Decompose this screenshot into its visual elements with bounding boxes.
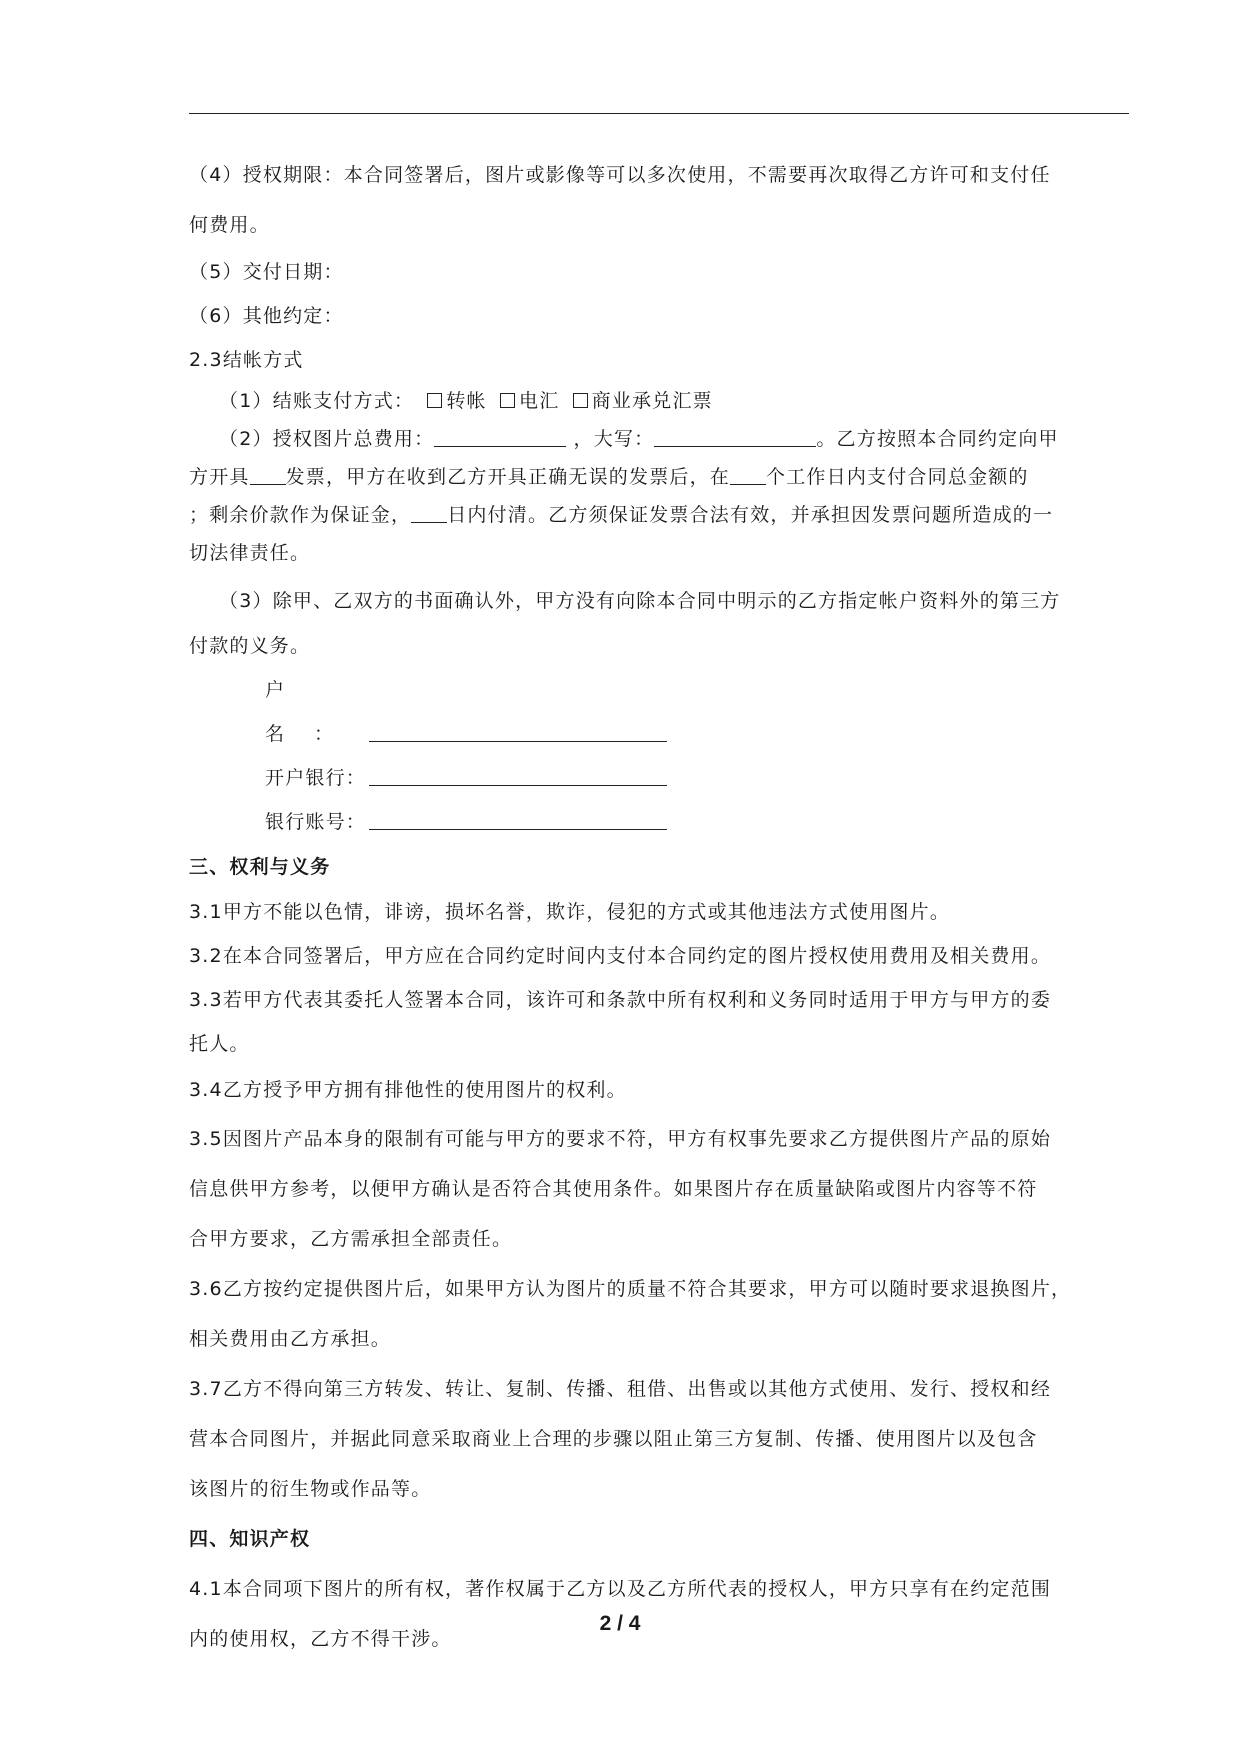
fee-text: 个工作日内支付合同总金额的 (766, 466, 1029, 488)
clause-3-3 (189, 978, 1129, 1066)
account-bank-label: 开户银行： (265, 767, 367, 789)
fee-text: 发票，甲方在收到乙方开具正确无误的发票后，在 (285, 466, 731, 488)
text-line: 该图片的衍生物或作品等。 (189, 1478, 432, 1500)
text-line: 付款的义务。 (189, 635, 311, 657)
clause-2-3-item-2 (189, 420, 1129, 572)
clause-2-2-item-5: （5）交付日期： (189, 261, 344, 283)
clause-2-2-item-4 (189, 150, 1129, 250)
section-4-heading: 四、知识产权 (189, 1528, 311, 1550)
clause-2-3-title: 2.3结帐方式 (189, 349, 304, 371)
account-number-row (189, 800, 1129, 844)
text-line: 何费用。 (189, 214, 270, 236)
account-bank-row (189, 756, 1129, 800)
fee-capital-label: ，大写： (573, 428, 655, 450)
text-line: 相关费用由乙方承担。 (189, 1328, 392, 1350)
invoice-type-blank[interactable] (250, 466, 286, 485)
clause-3-4: 3.4乙方授予甲方拥有排他性的使用图片的权利。 (189, 1079, 627, 1101)
workdays-blank[interactable] (730, 466, 766, 485)
checkbox-acceptance[interactable] (573, 393, 588, 408)
checkbox-wire[interactable] (500, 393, 515, 408)
text-line: 3.5因图片产品本身的限制有可能与甲方的要求不符，甲方有权事先要求乙方提供图片产品的原始 (189, 1128, 1052, 1150)
text-line: （3）除甲、乙双方的书面确认外，甲方没有向除本合同中明示的乙方指定帐户资料外的第三方 (219, 590, 1061, 612)
text-line: 营本合同图片，并据此同意采取商业上合理的步骤以阻止第三方复制、传播、使用图片以及包含 (189, 1428, 1038, 1450)
payment-method-label: （1）结账支付方式： (219, 390, 415, 412)
account-name-label: 户名： (265, 679, 364, 745)
page-number: 2 / 4 (599, 1612, 641, 1635)
clause-3-6 (189, 1264, 1129, 1364)
document-body (189, 150, 1129, 1664)
clause-3-5 (189, 1114, 1129, 1264)
total-fee-blank[interactable] (434, 428, 566, 447)
option-transfer-label: 转帐 (446, 390, 487, 412)
text-line: 内的使用权，乙方不得干涉。 (189, 1628, 452, 1650)
text-line: 3.3若甲方代表其委托人签署本合同，该许可和条款中所有权利和义务同时适用于甲方与甲方的委 (189, 989, 1052, 1011)
account-number-label: 银行账号： (265, 811, 367, 833)
fee-text: 日内付清。乙方须保证发票合法有效，并承担因发票问题所造成的一 (447, 504, 1054, 526)
text-line (189, 496, 1129, 534)
fee-text: ；剩余价款作为保证金， (189, 504, 412, 526)
clause-3-7 (189, 1364, 1129, 1514)
text-line: 托人。 (189, 1033, 250, 1055)
text-line (189, 420, 1129, 458)
bank-account-block (189, 668, 1129, 844)
text-line: （4）授权期限：本合同签署后，图片或影像等可以多次使用，不需要再次取得乙方许可和支付任 (189, 164, 1051, 186)
account-name-blank[interactable] (369, 723, 667, 742)
fee-label: （2）授权图片总费用： (219, 428, 435, 450)
deposit-days-blank[interactable] (411, 504, 447, 523)
text-line: 4.1本合同项下图片的所有权，著作权属于乙方以及乙方所代表的授权人，甲方只享有在约定范围 (189, 1578, 1052, 1600)
clause-3-1: 3.1甲方不能以色情，诽谤，损坏名誉，欺诈，侵犯的方式或其他违法方式使用图片。 (189, 901, 951, 923)
account-name-row (189, 668, 1129, 756)
account-number-blank[interactable] (369, 811, 667, 830)
option-wire-label: 电汇 (519, 390, 560, 412)
text-line: 3.7乙方不得向第三方转发、转让、复制、传播、租借、出售或以其他方式使用、发行、授权和经 (189, 1378, 1052, 1400)
text-line (189, 458, 1129, 496)
text-line: 3.6乙方按约定提供图片后，如果甲方认为图片的质量不符合其要求，甲方可以随时要求退换图片， (189, 1278, 1072, 1300)
clause-2-3-item-3 (189, 576, 1129, 666)
text-line: 信息供甲方参考，以便甲方确认是否符合其使用条件。如果图片存在质量缺陷或图片内容等不符 (189, 1178, 1038, 1200)
payment-method-row (189, 382, 1129, 420)
text-line: 切法律责任。 (189, 542, 311, 564)
header-rule (189, 113, 1129, 114)
clause-2-2-item-6: （6）其他约定： (189, 305, 344, 327)
fee-capital-blank[interactable] (654, 428, 816, 447)
clause-3-2: 3.2在本合同签署后，甲方应在合同约定时间内支付本合同约定的图片授权使用费用及相关费用。 (189, 945, 1052, 967)
fee-text: 方开具 (189, 466, 250, 488)
option-acceptance-label: 商业承兑汇票 (591, 390, 713, 412)
section-3-heading: 三、权利与义务 (189, 856, 331, 878)
text-line: 合甲方要求，乙方需承担全部责任。 (189, 1228, 513, 1250)
account-bank-blank[interactable] (369, 767, 667, 786)
checkbox-transfer[interactable] (427, 393, 442, 408)
fee-text: 。乙方按照本合同约定向甲 (816, 428, 1059, 450)
